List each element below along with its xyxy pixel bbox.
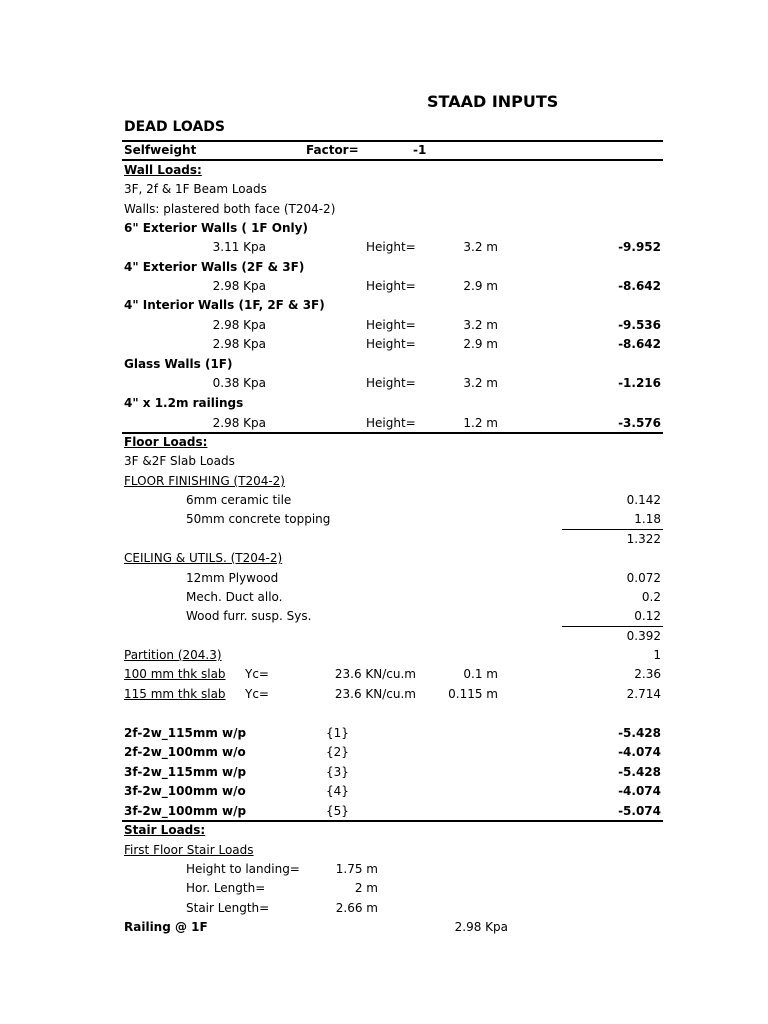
wall-loads-header: Wall Loads: (124, 163, 202, 177)
wall-load-value: -9.536 (618, 318, 661, 332)
wall-height: 3.2 m (463, 376, 498, 390)
case-row (0, 782, 768, 801)
case-name: 3f-2w_100mm w/o (124, 784, 246, 798)
wall-height-label: Height= (366, 318, 416, 332)
stair-value: 2.66 m (335, 901, 378, 915)
case-value: -4.074 (618, 745, 661, 759)
wall-height: 1.2 m (463, 416, 498, 430)
item-name: 50mm concrete topping (186, 512, 331, 526)
stair-row (0, 879, 768, 898)
wall-load-row (0, 316, 768, 335)
wall-kpa: 0.38 Kpa (212, 376, 266, 390)
partition-label: Partition (204.3) (124, 648, 222, 662)
wall-kpa: 2.98 Kpa (212, 318, 266, 332)
stair-label: Height to landing= (186, 862, 300, 876)
case-row (0, 763, 768, 782)
case-id: {4} (326, 784, 349, 798)
wall-load-row (0, 238, 768, 257)
case-id: {3} (326, 765, 349, 779)
factor-label: Factor= (306, 143, 359, 157)
list-item (0, 588, 768, 607)
railing-value: 2.98 Kpa (454, 920, 508, 934)
case-value: -4.074 (618, 784, 661, 798)
slab-label: 100 mm thk slab (124, 667, 226, 681)
wall-load-value: -8.642 (618, 279, 661, 293)
page-title: STAAD INPUTS (427, 92, 559, 111)
wall-load-value: -9.952 (618, 240, 661, 254)
item-name: 6mm ceramic tile (186, 493, 292, 507)
slab-density: 23.6 KN/cu.m (334, 687, 416, 701)
wall-kpa: 2.98 Kpa (212, 279, 266, 293)
case-row (0, 743, 768, 762)
case-row (0, 724, 768, 743)
ceiling-total: 0.392 (626, 629, 661, 643)
wall-height-label: Height= (366, 240, 416, 254)
wall-height: 3.2 m (463, 240, 498, 254)
item-value: 0.072 (626, 571, 661, 585)
case-value: -5.428 (618, 765, 661, 779)
list-item (0, 569, 768, 588)
wall-loads-note: Walls: plastered both face (T204-2) (124, 202, 336, 216)
wall-group-label: 4" x 1.2m railings (124, 396, 244, 410)
wall-group-label: 6" Exterior Walls ( 1F Only) (124, 221, 308, 235)
case-value: -5.074 (618, 804, 661, 818)
item-name: Wood furr. susp. Sys. (186, 609, 312, 623)
item-name: 12mm Plywood (186, 571, 279, 585)
wall-load-row (0, 414, 768, 433)
wall-load-row (0, 335, 768, 354)
list-item (0, 491, 768, 510)
case-name: 2f-2w_100mm w/o (124, 745, 246, 759)
stair-row (0, 860, 768, 879)
case-name: 3f-2w_100mm w/p (124, 804, 247, 818)
slab-label: 115 mm thk slab (124, 687, 226, 701)
factor-value: -1 (413, 143, 427, 157)
wall-group-label: 4" Exterior Walls (2F & 3F) (124, 260, 305, 274)
item-value: 0.2 (641, 590, 661, 604)
stair-label: Stair Length= (186, 901, 270, 915)
case-value: -5.428 (618, 726, 661, 740)
wall-loads-subheader: 3F, 2f & 1F Beam Loads (124, 182, 267, 196)
slab-thk: 0.115 m (448, 687, 498, 701)
slab-row (0, 685, 768, 704)
case-name: 2f-2w_115mm w/p (124, 726, 247, 740)
stair-label: Hor. Length= (186, 881, 266, 895)
list-item (0, 607, 768, 626)
slab-density: 23.6 KN/cu.m (334, 667, 416, 681)
selfweight-row (0, 141, 768, 160)
wall-load-value: -1.216 (618, 376, 661, 390)
item-value: 1.18 (634, 512, 661, 526)
case-row (0, 802, 768, 821)
wall-group-label: 4" Interior Walls (1F, 2F & 3F) (124, 298, 325, 312)
wall-load-row (0, 374, 768, 393)
wall-load-row (0, 277, 768, 296)
item-value: 0.142 (626, 493, 661, 507)
wall-load-value: -3.576 (618, 416, 661, 430)
stair-value: 2 m (354, 881, 378, 895)
partition-value: 1 (653, 648, 661, 662)
case-name: 3f-2w_115mm w/p (124, 765, 247, 779)
list-item (0, 510, 768, 529)
ceiling-label: CEILING & UTILS. (T204-2) (124, 551, 283, 565)
slab-row (0, 665, 768, 684)
wall-height-label: Height= (366, 279, 416, 293)
stair-value: 1.75 m (335, 862, 378, 876)
finishing-total: 1.322 (626, 532, 661, 546)
wall-load-value: -8.642 (618, 337, 661, 351)
stair-loads-subheader: First Floor Stair Loads (124, 843, 254, 857)
wall-group-label: Glass Walls (1F) (124, 357, 233, 371)
slab-value: 2.714 (626, 687, 661, 701)
stair-row (0, 899, 768, 918)
wall-height: 2.9 m (463, 279, 498, 293)
partition-row (0, 646, 768, 665)
floor-loads-header: Floor Loads: (124, 435, 208, 449)
wall-height: 3.2 m (463, 318, 498, 332)
case-id: {1} (326, 726, 349, 740)
wall-kpa: 2.98 Kpa (212, 337, 266, 351)
slab-value: 2.36 (634, 667, 661, 681)
wall-height-label: Height= (366, 416, 416, 430)
floor-finishing-label: FLOOR FINISHING (T204-2) (124, 474, 285, 488)
case-id: {5} (326, 804, 349, 818)
floor-loads-subheader: 3F &2F Slab Loads (124, 454, 235, 468)
selfweight-label: Selfweight (124, 143, 197, 157)
wall-height-label: Height= (366, 376, 416, 390)
wall-height-label: Height= (366, 337, 416, 351)
section-title: DEAD LOADS (124, 119, 226, 135)
wall-kpa: 3.11 Kpa (212, 240, 266, 254)
stair-loads-header: Stair Loads: (124, 823, 206, 837)
wall-kpa: 2.98 Kpa (212, 416, 266, 430)
slab-yc: Yc= (245, 667, 269, 681)
slab-thk: 0.1 m (463, 667, 498, 681)
case-id: {2} (326, 745, 349, 759)
railing-row (0, 918, 768, 937)
wall-height: 2.9 m (463, 337, 498, 351)
railing-label: Railing @ 1F (124, 920, 208, 934)
slab-yc: Yc= (245, 687, 269, 701)
item-name: Mech. Duct allo. (186, 590, 283, 604)
item-value: 0.12 (634, 609, 661, 623)
